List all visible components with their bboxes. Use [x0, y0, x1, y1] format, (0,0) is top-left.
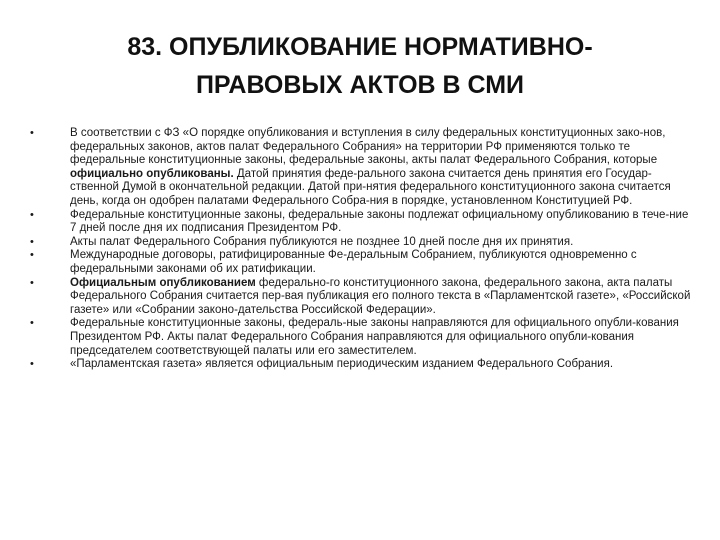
bullet-icon: •: [30, 249, 34, 262]
bullet-item: [30, 236, 692, 250]
bullet-item: [30, 317, 692, 358]
bullet-text: Акты палат Федерального Собрания публикуются не позднее 10 дней после дня их принятия.: [70, 235, 574, 248]
bullet-text: Датой принятия феде-рального закона считается день принятия его Государ-ственной Думой в окончательной редакции. Датой при-нятия федерального конституционного закона считается день, когда он одобрен палатами Федерального Собра-ния в порядке, установленном Конституцией РФ.: [70, 167, 671, 207]
bullet-text: «Парламентская газета» является официальным периодическим изданием Федерального Собрания.: [70, 358, 614, 371]
bullet-list: [30, 127, 692, 372]
bullet-text: Федеральные конституционные законы, федераль-ные законы направляются для официального опубли-кования Президентом РФ. Акты палат Федерального Собрания направляются для официального опубли-кования председателем соответствующей палаты или его заместителем.: [70, 317, 679, 357]
bullet-text: В соответствии с ФЗ «О порядке опубликования и вступления в силу федеральных конституционных зако-нов, федеральных законов, актов палат Федерального Собрания» на территории РФ применяются только те федеральные конституционные законы, федеральные законы, акты палат Федерального Собрания, которые: [70, 127, 666, 167]
bullet-icon: •: [30, 358, 34, 371]
bullet-icon: •: [30, 235, 34, 248]
bullet-icon: •: [30, 317, 34, 330]
slide-title: [80, 28, 640, 104]
bullet-item: [30, 127, 692, 209]
bullet-item: [30, 277, 692, 318]
slide-title-line-1: 83. ОПУБЛИКОВАНИЕ НОРМАТИВНО-: [127, 33, 593, 61]
bullet-text-bold: официально опубликованы.: [70, 167, 234, 180]
bullet-text: Международные договоры, ратифицированные Фе-деральным Собранием, публикуются одновременно с федеральными законами об их ратификации.: [70, 249, 637, 275]
bullet-item: [30, 358, 692, 372]
bullet-item: [30, 249, 692, 276]
bullet-icon: •: [30, 127, 34, 139]
bullet-icon: •: [30, 276, 34, 289]
bullet-item: [30, 209, 692, 236]
slide-title-line-2: ПРАВОВЫХ АКТОВ В СМИ: [195, 71, 525, 99]
bullet-icon: •: [30, 208, 34, 221]
bullet-text: федерально-го конституционного закона, федерального закона, акта палаты Федерального Собрания считается пер-вая публикация его полного текста в «Парламентской газете», «Российской газете» или «Собрании законо-дательства Российской Федерации».: [70, 276, 691, 316]
bullet-text-bold: Официальным опубликованием: [70, 276, 256, 289]
bullet-text: Федеральные конституционные законы, федеральные законы подлежат официальному опубликованию в тече-ние 7 дней после дня их подписания Президентом РФ.: [70, 208, 689, 235]
